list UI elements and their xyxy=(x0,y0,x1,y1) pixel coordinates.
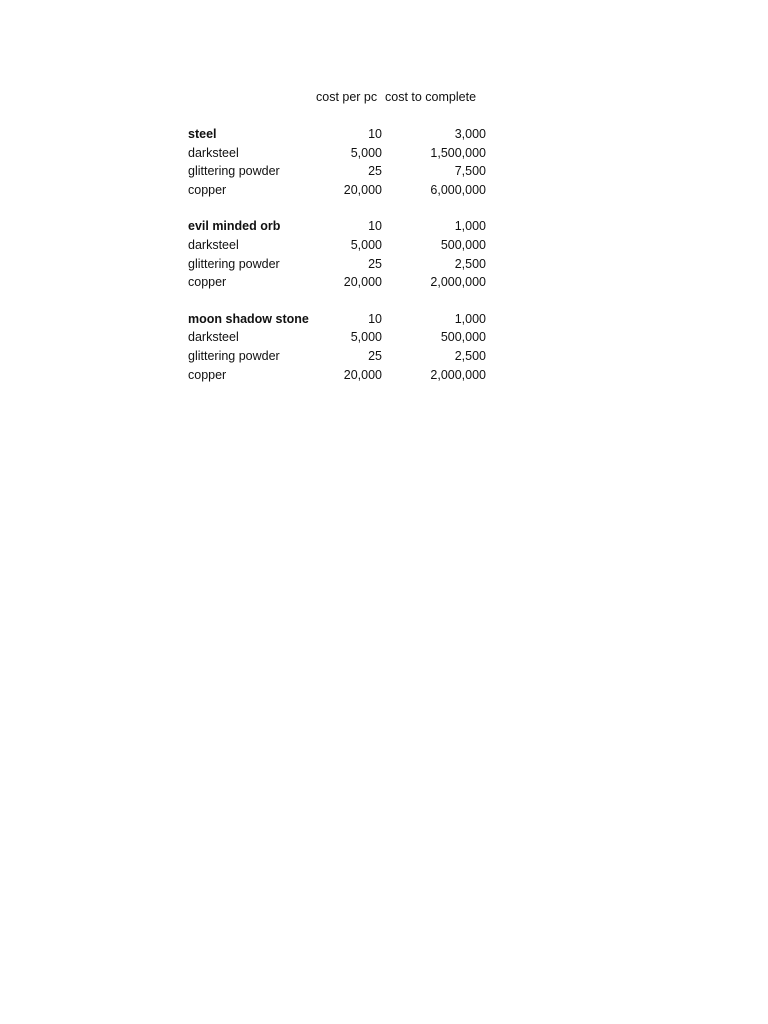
table-row xyxy=(188,125,488,144)
table-row xyxy=(188,347,488,366)
table-row xyxy=(188,144,488,163)
item-name: steel xyxy=(188,127,217,141)
cost-to-complete-value: 1,500,000 xyxy=(430,145,486,160)
group-spacer xyxy=(188,199,488,217)
cost-to-complete-value: 6,000,000 xyxy=(430,182,486,197)
cost-to-complete-value: 7,500 xyxy=(454,164,486,179)
header-cost-to-complete: cost to complete xyxy=(385,90,477,104)
item-name: darksteel xyxy=(188,145,239,160)
cost-table xyxy=(188,88,488,384)
cost-to-complete-value: 1,000 xyxy=(454,311,486,326)
cost-to-complete-value: 2,000,000 xyxy=(430,367,486,382)
item-name: darksteel xyxy=(188,330,239,345)
cost-per-pc-value: 10 xyxy=(368,311,382,326)
item-name: glittering powder xyxy=(188,164,280,179)
cost-to-complete-value: 3,000 xyxy=(454,127,486,141)
table-row xyxy=(188,217,488,236)
item-name: darksteel xyxy=(188,237,239,252)
item-group-evil-minded-orb xyxy=(188,217,488,291)
item-group-steel xyxy=(188,125,488,199)
item-name: evil minded orb xyxy=(188,219,281,234)
cost-per-pc-value: 25 xyxy=(368,164,382,179)
cost-per-pc-value: 5,000 xyxy=(350,237,382,252)
table-header-row xyxy=(188,88,488,107)
item-name: moon shadow stone xyxy=(188,311,309,326)
table-row xyxy=(188,366,488,385)
cost-to-complete-value: 500,000 xyxy=(440,237,486,252)
cost-to-complete-value: 2,500 xyxy=(454,256,486,271)
cost-per-pc-value: 20,000 xyxy=(343,367,382,382)
cost-per-pc-value: 5,000 xyxy=(350,145,382,160)
item-name: glittering powder xyxy=(188,256,280,271)
cost-per-pc-value: 20,000 xyxy=(343,182,382,197)
cost-per-pc-value: 25 xyxy=(368,256,382,271)
header-cost-per-pc: cost per pc xyxy=(316,90,378,104)
cost-to-complete-value: 500,000 xyxy=(440,330,486,345)
cost-per-pc-value: 10 xyxy=(368,127,382,141)
cost-per-pc-value: 20,000 xyxy=(343,275,382,290)
cost-to-complete-value: 1,000 xyxy=(454,219,486,234)
table-row xyxy=(188,255,488,274)
table-row xyxy=(188,328,488,347)
table-row xyxy=(188,273,488,292)
cost-per-pc-value: 25 xyxy=(368,348,382,363)
table-row xyxy=(188,181,488,200)
table-row xyxy=(188,310,488,329)
table-row xyxy=(188,236,488,255)
item-name: copper xyxy=(188,275,227,290)
cost-to-complete-value: 2,000,000 xyxy=(430,275,486,290)
header-spacer xyxy=(188,107,488,125)
item-name: glittering powder xyxy=(188,348,280,363)
cost-per-pc-value: 10 xyxy=(368,219,382,234)
group-spacer xyxy=(188,292,488,310)
table-row xyxy=(188,162,488,181)
item-name: copper xyxy=(188,367,227,382)
item-name: copper xyxy=(188,182,227,197)
cost-per-pc-value: 5,000 xyxy=(350,330,382,345)
item-group-moon-shadow-stone xyxy=(188,310,488,384)
cost-to-complete-value: 2,500 xyxy=(454,348,486,363)
